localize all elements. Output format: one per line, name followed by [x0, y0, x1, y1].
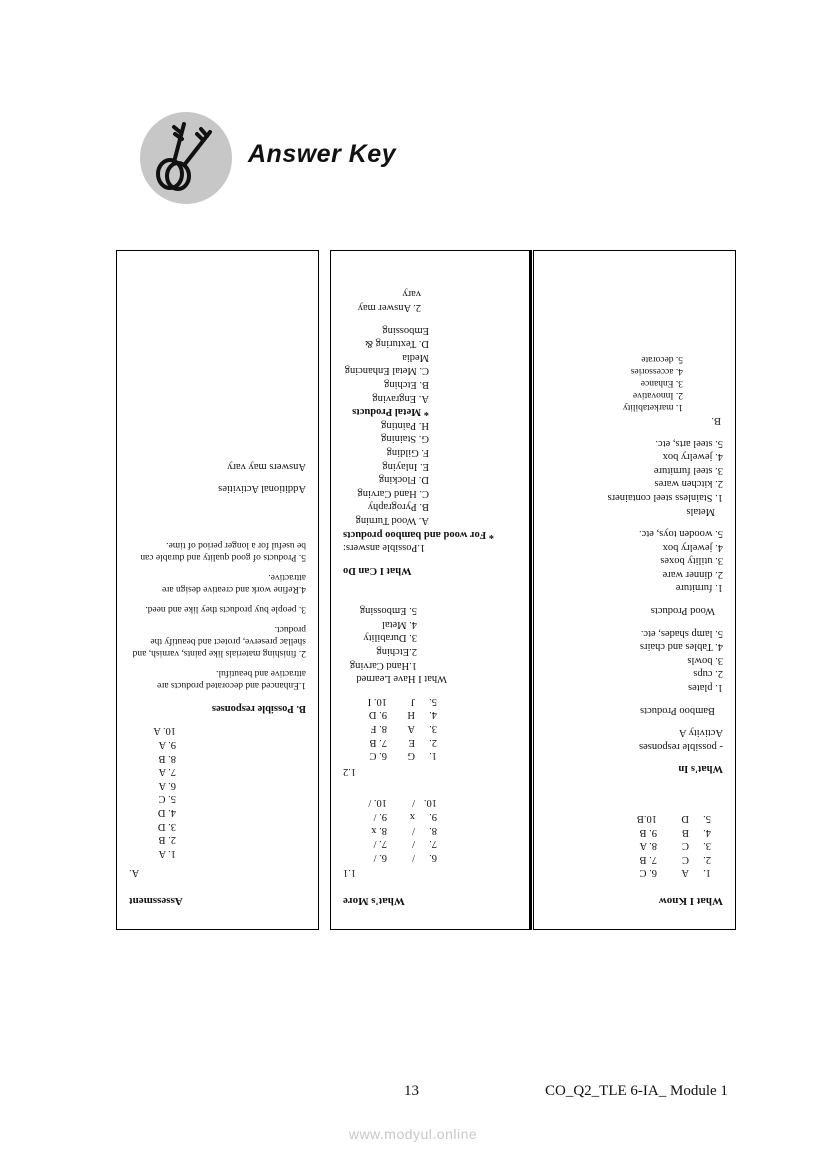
table-cell: E: [408, 736, 415, 748]
table-cell: 9.: [429, 811, 437, 823]
list-item: 10. A: [153, 725, 176, 737]
table-cell: 10.: [423, 797, 437, 809]
b-list: [546, 353, 723, 413]
page-title: Answer Key: [248, 140, 397, 168]
list-item: 3. Durability: [363, 632, 417, 644]
list-item: 5. Embossing: [359, 605, 417, 617]
key-icon: [140, 112, 232, 204]
table-row: [546, 852, 711, 866]
list-item: D. Texturing & Embossing: [364, 324, 429, 350]
list-item: 4. Tables and chairs: [639, 641, 723, 653]
list-item: 1. marketability: [622, 402, 683, 413]
section-1-2-table: [343, 694, 517, 762]
table-row: [343, 796, 437, 810]
watermark: www.modyul.online: [348, 1126, 478, 1142]
additional-activities-title: Additional Activities: [218, 483, 306, 495]
table-cell: 8.: [429, 824, 437, 836]
table-row: [546, 839, 711, 853]
table-cell: 5.: [429, 695, 437, 707]
answer-2: 2. Answer may vary: [357, 288, 421, 314]
list-item: 2. B: [158, 834, 176, 846]
table-row: [343, 850, 437, 864]
table-cell: 10. /: [368, 797, 387, 809]
table-cell: 8. A: [639, 840, 657, 852]
metals-list: [546, 436, 723, 504]
table-cell: /: [412, 851, 415, 863]
table-cell: G: [407, 750, 415, 762]
list-item: 5. wooden toys, etc.: [639, 528, 723, 540]
wood-title: Wood Products: [650, 605, 715, 617]
table-cell: C: [681, 853, 689, 865]
bamboo-title: Bamboo Products: [640, 704, 715, 716]
b-label: B.: [711, 414, 721, 426]
table-cell: 7. B: [369, 736, 387, 748]
module-code: CO_Q2_TLE 6-IA_ Module 1: [545, 1083, 728, 1099]
section-1-2-label: 1.2: [343, 765, 357, 777]
list-item: 1. A: [158, 847, 176, 859]
table-cell: 8. F: [370, 723, 387, 735]
paragraph: 4.Refine work and creative design are attractive.: [161, 572, 306, 595]
table-row: [343, 735, 437, 749]
paragraph: 1.Enhanced and decorated products are attractive and beautiful.: [156, 668, 306, 691]
table-row: [343, 749, 437, 763]
list-item: 1. Stainless steel containers: [607, 491, 723, 503]
wood-list: [546, 527, 723, 595]
page-number: 13: [404, 1083, 419, 1099]
list-item: 4. jewelry box: [662, 451, 723, 463]
table-cell: 3.: [429, 723, 437, 735]
table-cell: B: [681, 826, 689, 838]
list-item: 2.Etching: [376, 646, 417, 658]
assessment-a-label: A.: [129, 867, 140, 879]
table-cell: 9. D: [368, 709, 387, 721]
table-row: [343, 823, 437, 837]
assessment-b-label: B. Possible responses: [211, 702, 306, 714]
list-item: 1. plates: [688, 682, 723, 694]
list-item: 4. jewelry box: [662, 541, 723, 553]
list-item: 5. decorate: [641, 354, 683, 365]
assessment-panel: [116, 250, 319, 930]
table-cell: 7. B: [639, 853, 657, 865]
list-item: H. Painting: [381, 419, 429, 431]
table-cell: 6.: [429, 851, 437, 863]
list-item: 5. C: [158, 793, 176, 805]
paragraph: 5. Products of good quality and durable can be useful for a longer period of time.: [140, 540, 306, 563]
table-cell: 2.: [429, 736, 437, 748]
what-i-can-do-title: What I Can Do: [343, 564, 412, 576]
table-cell: 6. C: [369, 750, 387, 762]
list-item: D. Flocking: [378, 474, 429, 486]
list-item: 2. kitchen wares: [654, 478, 723, 490]
section-1-1-label: 1.1: [343, 867, 357, 879]
list-item: 2. cups: [693, 668, 723, 680]
table-cell: J: [410, 695, 415, 707]
list-item: C. Hand Carving: [357, 487, 429, 499]
table-cell: 9. /: [373, 811, 387, 823]
table-cell: C: [681, 840, 689, 852]
table-cell: 5.: [703, 813, 711, 825]
list-item: 1. furniture: [675, 582, 723, 594]
paragraph: 3. people buy products they like and need.: [145, 604, 306, 615]
list-item: 4. Metal: [382, 618, 417, 630]
table-cell: 1.: [429, 750, 437, 762]
table-cell: 10. I: [367, 695, 387, 707]
list-item: 3. bowls: [687, 654, 723, 666]
table-cell: /: [412, 838, 415, 850]
list-item: F. Gilding: [386, 446, 429, 458]
list-item: 2. Innovative: [632, 390, 683, 401]
assessment-heading: Assessment: [129, 895, 183, 907]
assessment-a-list: [129, 724, 306, 860]
metal-products-title: * Metal Products: [352, 406, 429, 418]
additional-activities-text: Answers may vary: [227, 460, 306, 472]
table-cell: 9. B: [639, 826, 657, 838]
table-row: [546, 866, 711, 880]
list-item: G. Staining: [381, 433, 429, 445]
what-i-know-heading: What I Know: [658, 895, 723, 907]
list-item: 4. accessories: [630, 366, 683, 377]
what-i-have-learned-title: What I Have Learned: [356, 673, 447, 685]
table-cell: /: [412, 797, 415, 809]
list-item: A. Engraving: [372, 392, 429, 404]
table-cell: 1.: [703, 867, 711, 879]
table-cell: 2.: [703, 853, 711, 865]
table-cell: A: [681, 867, 689, 879]
table-row: [546, 811, 711, 825]
table-row: [343, 694, 437, 708]
learned-list: [343, 604, 517, 672]
whats-more-heading: What's More: [343, 895, 405, 907]
list-item: 3. steel furniture: [653, 464, 723, 476]
table-row: [546, 825, 711, 839]
table-row: [343, 809, 437, 823]
table-cell: A: [407, 723, 415, 735]
can-do-intro: 1.Possible answers:: [343, 542, 426, 554]
whats-in-heading: What's In: [678, 763, 723, 775]
table-cell: x: [409, 811, 415, 823]
table-cell: 4.: [703, 826, 711, 838]
list-item: 8. B: [158, 752, 176, 764]
table-cell: 3.: [703, 840, 711, 852]
list-item: C. Metal Enhancing Media: [344, 351, 429, 377]
wood-bamboo-list: [343, 418, 517, 527]
list-item: 2. dinner ware: [662, 568, 723, 580]
table-cell: 7. /: [373, 838, 387, 850]
list-item: A. Wood Turning: [355, 514, 429, 526]
list-item: 7. A: [158, 766, 176, 778]
list-item: 9. A: [158, 739, 176, 751]
table-cell: 8. x: [371, 824, 387, 836]
list-item: 6. A: [158, 779, 176, 791]
list-item: 3. D: [157, 820, 176, 832]
list-item: 4. D: [157, 807, 176, 819]
paragraph: 2. finishing materials like paints, varnish, and shellac preserve, protect and beautify the product.: [132, 624, 306, 659]
list-item: B. Etching: [384, 379, 429, 390]
list-item: B. Pyrography: [367, 501, 429, 513]
bamboo-list: [546, 626, 723, 694]
table-row: [343, 708, 437, 722]
table-cell: 6. C: [639, 867, 657, 879]
table-cell: D: [681, 813, 689, 825]
section-1-1-table: [343, 796, 517, 864]
whats-more-panel: [330, 250, 532, 930]
table-cell: 10.B: [636, 813, 657, 825]
table-cell: 6. /: [373, 851, 387, 863]
list-item: 1.Hand Carving: [349, 659, 417, 671]
table-cell: 4.: [429, 709, 437, 721]
table-cell: 7.: [429, 838, 437, 850]
wood-bamboo-title: * For wood and bamboo products: [343, 528, 495, 540]
list-item: 5. steel arts, etc.: [655, 437, 723, 449]
metal-list: [343, 323, 517, 405]
list-item: 3. utility boxes: [660, 555, 723, 567]
table-row: [343, 721, 437, 735]
table-cell: H: [407, 709, 415, 721]
list-item: 5. lamp shades, etc.: [640, 627, 723, 639]
what-i-know-panel: [533, 250, 736, 930]
table-cell: /: [412, 824, 415, 836]
list-item: E. Inlaying: [382, 460, 429, 472]
metals-title: Metals: [686, 505, 715, 517]
activity-label: Activity A: [678, 727, 723, 739]
what-i-know-table: [546, 811, 723, 879]
whats-in-sub: - possible responses: [639, 740, 723, 752]
list-item: 3. Enhance: [640, 378, 683, 389]
table-row: [343, 837, 437, 851]
